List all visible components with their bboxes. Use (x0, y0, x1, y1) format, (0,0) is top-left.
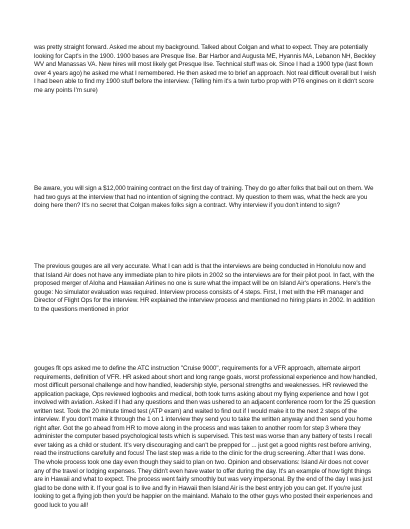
paragraph-interview-overview: was pretty straight forward. Asked me about my background. Talked about Colgan and what to expect. They are potentially looking for Capt's in the 1900. 1900 bases are Presque Ilse. Bar Harbor and Augusta ME, Hyannis MA, Lebanon NH, Beckley WV and Manassas VA. New hires will most likely get Presque Ilse. Technical stuff was ok. Since I had a 1900 type (last flown over 4 years ago) he asked me what I remembered. He then asked me to brief an approach. Not real difficult overall but I wish I had been able to find my 1900 stuff before the interview. (Telling him it's a twin turbo prop with PT6 engines on it didn't score me any points I'm sure) (34, 44, 377, 94)
paragraph-island-air-gouge: The previous gouges are all very accurate. What I can add is that the interviews are being conducted in Honolulu now and that Island Air does not have any immediate plan to hire pilots in 2002 so the interviews are for their pilot pool. In fact, with the proposed merger of Aloha and Hawaiian Airlines no one is sure what the impact will be on Island Air's operations. Here's the gouge: No simulator evaluation was required. Interview process consists of 4 steps. First, I met with the HR manager and Director of Flight Ops for the interview. HR explained the interview process and mentioned no hiring plans in 2002. In addition to the questions mentioned in prior (34, 263, 375, 313)
paragraph-interview-steps: gouges flt ops asked me to define the ATC instruction "Cruise 9000", requirements for a VFR approach, alternate airport requirements, definition of VFR. HR asked about short and long range goals, worst professional experience and how handled, most difficult personal challenge and how handled, leadership style, personal strengths and weaknesses. HR reviewed the application package, Ops reviewed logbooks and medical, both took turns asking about my flying experience and how I got involved with aviation. Asked if I had any questions and then was ushered to an adjacent conference room for the 25 question written test. Took the 20 minute timed test (ATP exam) and waited to find out if I would make it to the next 2 steps of the interview. If you don't make it through the 1 on 1 interview they send you to take the written anyway and then send you home right after. Got the go ahead from HR to move along in the process and was taken to another room for step 3 where they administer the computer based psychological tests which is supervised. This test was worse than any battery of tests I recall ever taking as a child or student. It's very discouraging and can't be prepped for ... just get a good nights rest before arriving, read the instructions carefully and focus! The last step was a ride to the clinic for the drug screening. After that I was done. The whole process took one day even though they said to plan on two. Opinion and observations: Island Air does not cover any of the travel or lodging expenses. They didn't even have water to offer during the day. It's an example of how tight things are in Hawaii and what to expect. The process went fairly smoothly but was very impersonal. By the end of the day I was just glad to be done with it. If your goal is to live and fly in Hawaii then Island Air is the best entry job you can get. If you're just looking to get a flying job then you'd be happier on the mainland. Mahalo to the other guys who posted their experiences and good luck to you all! (34, 365, 377, 509)
paragraph-training-contract: Be aware, you will sign a $12,000 training contract on the first day of training. They do go after folks that bail out on them. We had two guys at the interview that had no intention of signing the contract. My question to them was, what the heck are you doing here then? It's no secret that Colgan makes folks sign a contract. Why interview if you don't intend to sign? (34, 185, 374, 210)
